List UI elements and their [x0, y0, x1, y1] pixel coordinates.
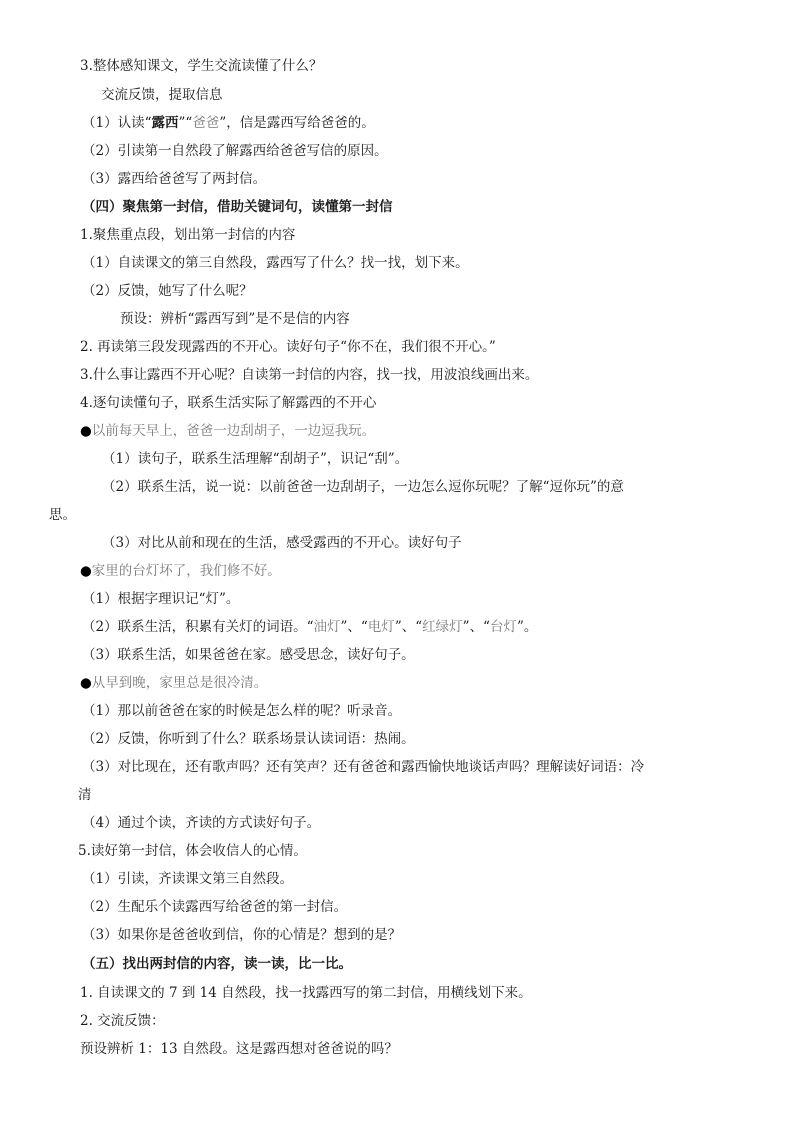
item-1-heading: 1.聚焦重点段，划出第一封信的内容	[80, 227, 296, 243]
sub-item-3: （3）露西给爸爸写了两封信。	[82, 171, 267, 187]
sub-item-1: （1）读句子，联系生活理解“刮胡子”，识记“刮”。	[102, 451, 409, 467]
quote-sentence-1	[80, 422, 375, 440]
text-segment: ”、“	[340, 619, 368, 635]
preset-line: 预设：辨析“露西写到”是不是信的内容	[120, 311, 350, 327]
keyword-lucy: 露西	[151, 115, 179, 131]
item-3-question: 3.什么事让露西不开心呢？自读第一封信的内容，找一找，用波浪线画出来。	[80, 367, 539, 383]
sub-item-1: （1）那以前爸爸在家的时候是怎么样的呢？听录音。	[82, 703, 402, 719]
bullet-icon: ●	[80, 563, 92, 579]
text-segment: ”、“	[462, 619, 490, 635]
sub-item-1: （1）根据字理识记“灯”。	[82, 591, 240, 607]
text-segment: ”，信是露西写给爸爸的。	[219, 115, 375, 131]
sub-item-2: （2）引读第一自然段了解露西给爸爸写信的原因。	[82, 143, 388, 159]
sub-item-3: （3）如果你是爸爸收到信，你的心情是？想到的是？	[82, 927, 402, 943]
text-segment: （1）认读“	[82, 115, 152, 131]
text-segment: ”“	[178, 115, 193, 131]
sub-item-2	[82, 618, 537, 636]
text-segment: ”。	[516, 619, 538, 635]
section-5-heading: （五）找出两封信的内容，读一读，比一比。	[82, 956, 352, 972]
quote-sentence-2	[80, 562, 281, 580]
item-2-heading: 2. 再读第三段发现露西的不开心。读好句子“你不在，我们很不开心。”	[80, 339, 496, 355]
word-electric-lamp: 电灯	[367, 619, 395, 635]
text-segment: ”、“	[394, 619, 423, 635]
text-segment: （2）联系生活，积累有关灯的词语。“	[82, 619, 314, 635]
item-1-heading: 1. 自读课文的 7 到 14 自然段，找一找露西写的第二封信，用横线划下来。	[80, 985, 532, 1001]
sub-item-3: （3）联系生活，如果爸爸在家。感受思念，读好句子。	[82, 647, 415, 663]
sub-item-2: （2）反馈，她写了什么呢？	[82, 283, 253, 299]
sub-item-1: （1）自读课文的第三自然段，露西写了什么？找一找，划下来。	[82, 255, 469, 271]
bullet-icon: ●	[80, 675, 92, 691]
sub-item-1	[82, 114, 375, 132]
sub-item-2: （2）反馈，你听到了什么？联系场景认读词语：热闹。	[82, 731, 415, 747]
sub-item-3-continued: 清	[78, 787, 92, 803]
item-3-heading: 3.整体感知课文，学生交流读懂了什么？	[80, 58, 323, 74]
item-5-heading: 5.读好第一封信，体会收信人的心情。	[78, 843, 307, 859]
section-4-heading: （四）聚焦第一封信，借助关键词句，读懂第一封信	[82, 199, 393, 215]
quote-sentence-3	[80, 674, 267, 692]
word-desk-lamp: 台灯	[489, 619, 517, 635]
sub-item-1: （1）引读，齐读课文第三自然段。	[82, 871, 294, 887]
item-2-heading: 2. 交流反馈：	[80, 1013, 165, 1029]
bullet-icon: ●	[80, 423, 92, 439]
word-traffic-light: 红绿灯	[422, 619, 463, 635]
quote-text: 从早到晚，家里总是很冷清。	[91, 675, 268, 691]
preset-analysis-line: 预设辨析 1：13 自然段。这是露西想对爸爸说的吗？	[80, 1041, 398, 1057]
item-4-heading: 4.逐句读懂句子，联系生活实际了解露西的不开心	[80, 395, 377, 411]
sub-item-3: （3）对比从前和现在的生活，感受露西的不开心。读好句子	[102, 535, 462, 551]
sub-item-3: （3）对比现在，还有歌声吗？还有笑声？还有爸爸和露西愉快地谈话声吗？理解读好词语：冷	[82, 759, 645, 775]
sub-item-2: （2）联系生活，说一说：以前爸爸一边刮胡子，一边怎么逗你玩呢？了解“逗你玩”的意	[102, 479, 624, 495]
quote-text: 家里的台灯坏了，我们修不好。	[91, 563, 281, 579]
feedback-line: 交流反馈，提取信息	[101, 87, 223, 103]
sub-item-2: （2）生配乐个读露西写给爸爸的第一封信。	[82, 899, 348, 915]
keyword-dad: 爸爸	[192, 115, 220, 131]
sub-item-4: （4）通过个读，齐读的方式读好句子。	[82, 815, 321, 831]
sub-item-2-continued: 思。	[49, 507, 76, 523]
word-oil-lamp: 油灯	[313, 619, 341, 635]
quote-text: 以前每天早上，爸爸一边刮胡子，一边逗我玩。	[91, 423, 376, 439]
